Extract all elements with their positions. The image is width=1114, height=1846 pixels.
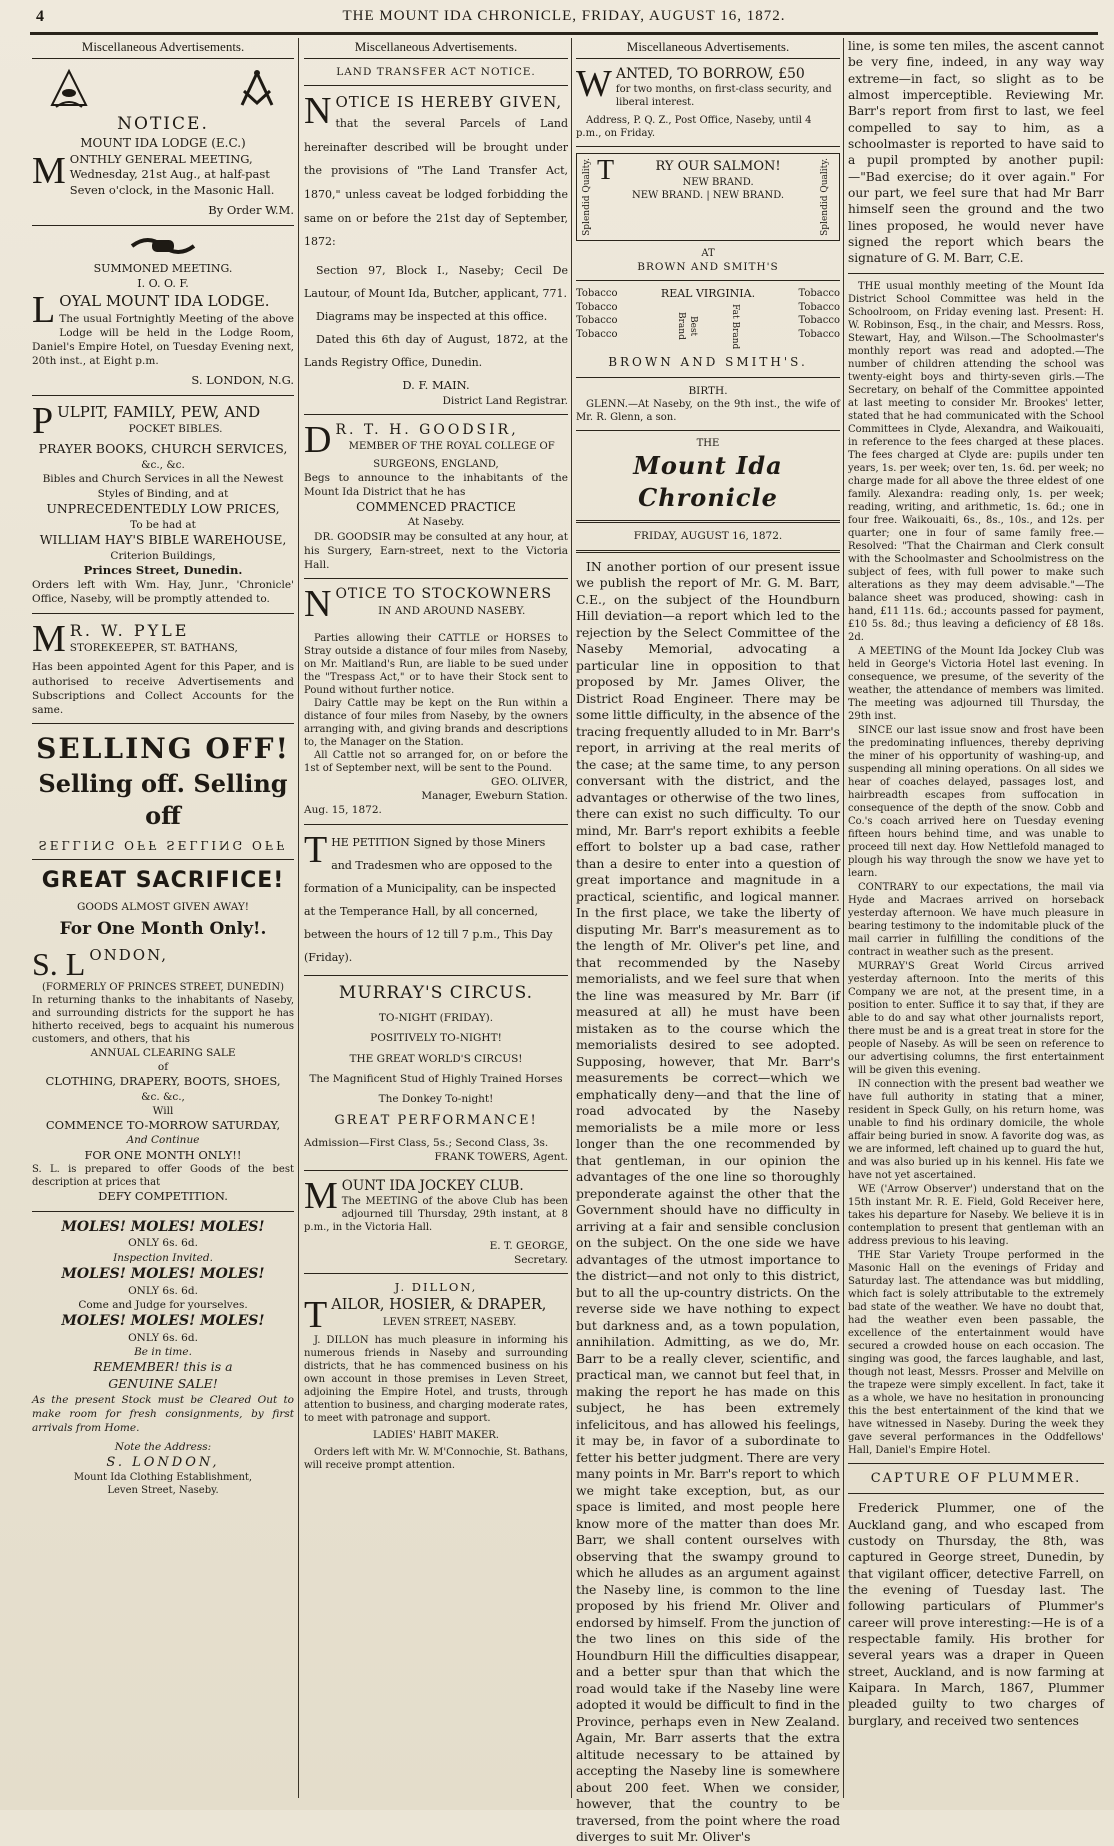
one-month-only: For One Month Only!. [59,918,267,939]
goodsir-consult: DR. GOODSIR may be consulted at any hour, at his Surgery, Earn-street, next to the Victoria Hall. [304,530,568,571]
tobacco-word: Tobacco [576,315,618,327]
london-body: In returning thanks to the inhabitants of Naseby, and surrounding districts for the support he has hitherto received, begs to acquaint his numerous customers, and others, that his [32,994,294,1045]
oddfellows-title: OYAL MOUNT IDA LODGE. [59,292,270,311]
pulpit-line: &c., &c. [141,459,185,472]
circus-positively: POSITIVELY TO-NIGHT! [370,1032,502,1045]
masthead-the: THE [696,437,720,449]
month-line: FOR ONE MONTH ONLY!! [84,1147,242,1162]
news-para: SINCE our last issue snow and frost have been the predominating influences, thereby depriving the miner of his opportunity of washing-up, and suspending all mining operations. On all sides we hear of coaches delayed, passages lost, and hairbreadth escapes from suffocation in consequence of the depth of the snow. Cobb and Co.'s coach arrived here on Tuesday evening fifteen hours behind time, and was unable to proceed till next day. How Nettlefold managed to plough his way through the snow we have yet to learn. [848,724,1104,879]
news-para: THE Star Variety Troupe performed in the Masonic Hall on the evenings of Friday and Saturday last. The attendance was but middling, which fact is solely attributable to the extremely bad state of the weather. We have no doubt that, had the weather even been passable, the excellence of the entertainment would have secured a crowded house on each occasion. The singing was good, the farces laughable, and last, though not least, Messrs. Prosser and Melville on the trapeze were simply excellent. In fact, take it as a whole, we have no hesitation in pronouncing this the best entertainment of the kind that we have witnessed in Naseby. During the week they gave several performances in the Oddfellows' Hall, Daniel's Empire Hotel. [848,1249,1104,1456]
only-line: ONLY 6s. 6d. [128,1331,198,1344]
drop-cap: S. L [32,945,86,982]
oddfellows-sign: S. LONDON, N.G. [191,373,294,388]
only-line: ONLY 6s. 6d. [128,1237,198,1250]
dillon-habit: LADIES' HABIT MAKER. [373,1429,499,1441]
moles-line: MOLES! MOLES! MOLES! [61,1265,265,1282]
local-news [848,280,1104,1457]
capture-body: Frederick Plummer, one of the Auckland gang, and who escaped from custody on Thursday, the 8th, was captured in George street, Dunedin, by that vigilant officer, detective Farrell, on the evening of Tuesday last. The following particulars of Plummer's career will prove interesting:—He is of a respectable family. His brother for several years was a draper in Queen street, Auckland, and is now farming at Kaipara. In March, 1867, Plummer pleaded guilty to two charges of burglary, and received two sentences [848,1501,1104,1728]
land-body: that the several Parcels of Land hereinafter described will be brought under the provisions of "The Land Transfer Act, 1870," unless caveat be lodged forbidding the same on or before the 21st day of September, 1872: [304,116,568,249]
tobacco-vert: Best Brand [675,312,699,341]
column-rule [298,38,299,1798]
lodge-name: MOUNT IDA LODGE (E.C.) [80,136,246,151]
tobacco-footer: BROWN AND SMITH'S. [608,355,808,370]
pulpit-line: Princes Street, Dunedin. [83,562,243,577]
circus-title: MURRAY'S CIRCUS. [338,983,534,1004]
pulpit-line: PRAYER BOOKS, CHURCH SERVICES, [38,441,288,457]
tobacco-word: Tobacco [576,288,618,300]
drop-cap: T [304,1293,328,1336]
drop-cap: D [304,418,332,461]
goodsir-sub: MEMBER OF THE ROYAL COLLEGE OF [348,440,555,452]
tobacco-word: Tobacco [798,301,840,313]
running-title: THE MOUNT IDA CHRONICLE, FRIDAY, AUGUST 16, 1872. [342,8,786,24]
column-rule [843,38,844,1798]
drop-cap: N [304,583,332,626]
drop-cap: N [304,89,332,132]
remember-line: REMEMBER! this is a [93,1359,233,1375]
order-name: I. O. O. F. [137,276,189,290]
tobacco-vert: Fat Brand [730,303,741,349]
stock-sub: IN AND AROUND NASEBY. [378,604,526,617]
column-4 [848,38,1104,1798]
running-head [30,8,1098,30]
dillon-orders: Orders left with Mr. W. M'Connochie, St. Bathans, will receive prompt attention. [304,1446,568,1471]
will-line: Will [152,1104,174,1117]
all-seeing-eye-icon [46,67,92,111]
tobacco-word: Tobacco [576,328,618,340]
masthead-title: Mount Ida Chronicle [633,450,783,513]
pulpit-sub: POCKET BIBLES. [128,423,223,436]
circus-agent: FRANK TOWERS, Agent. [434,1150,568,1163]
stock-sign: GEO. OLIVER, [491,776,568,789]
moles-line: MOLES! MOLES! MOLES! [61,1313,265,1330]
masthead-date: FRIDAY, AUGUST 16, 1872. [633,530,783,543]
pulpit-line: Bibles and Church Services in all the Newest Styles of Binding, and at [42,473,284,500]
drop-cap: P [32,399,54,442]
land-diagrams: Diagrams may be inspected at this office. [316,310,548,323]
goodsir-body: Begs to announce to the inhabitants of the Mount Ida District that he has [304,471,568,499]
news-para: IN connection with the present bad weather we have full authority in stating that a miner, resident in Speck Gully, on his return home, was unable to find his ordinary domicile, the whole affair being buried in snow. A favorite dog was, as we are informed, left chained up to guard the hut, and was also buried up in his kennel. His fate we have not yet ascertained. [848,1078,1104,1181]
stock-title: OTICE TO STOCKOWNERS [335,586,553,603]
news-para: CONTRARY to our expectations, the mail via Hyde and Macraes arrived on horseback yesterday afternoon. We have much pleasure in bearing testimony to the indomitable pluck of the mail carrier in fulfilling the conditions of the contract in weather such as the present. [848,881,1104,958]
salmon-shop: BROWN AND SMITH'S [637,261,779,274]
summoned-meeting: SUMMONED MEETING. [93,261,233,275]
drop-cap: T [597,155,615,187]
circus-tonight: TO-NIGHT (FRIDAY). [378,1012,494,1025]
goodsir-sub: SURGEONS, ENGLAND, [373,458,499,470]
square-compass-icon [234,69,280,109]
salmon-brand2: NEW BRAND. | NEW BRAND. [631,189,785,201]
news-para: THE usual monthly meeting of the Mount Ida District School Committee was held in the Schoolroom, on Friday evening last. Present: H. W. Robinson, Esq., in the chair, and Messrs. Ross, Stewart, Hay, and Wilson.—The Schoolmaster's monthly report was read and adopted.—The number of children attending the school was twenty-eight boys and thirty-seven girls.—The Secretary, on behalf of the Committee appointed at last meeting to consider Mr. Brookes' letter, stated that he had communicated with the School Committees in Clyde, Alexandra, and Waikouaiti, in reference to the fees charged at these places. The fees charged at Clyde are: pupils under ten years, 1s. per week; over ten, 1s. 6d. per week; no charge made for all above the three eldest of one family. Alexandra: reading only, 1s. per week; reading, writing, and arithmetic, 1s. 6d.; one in four free. Waikouaiti, 6s., 8s., 10s., and 12s. per quarter; one in four of same family free.—Resolved: "That the Chairman and Clerk consult with the Schoolmaster and Schoolmistress on the subject of fees, with full power to make such alterations as they may deem advisable."—The balance sheet was produced, showing: cash in hand, £11 11s. 6d.; accounts passed for payment, £10 5s. 8d.; thus leaving a deficiency of £8 18s. 2d. [848,280,1104,643]
land-sign: D. F. MAIN. [402,378,470,393]
land-title: LAND TRANSFER ACT NOTICE. [336,65,536,78]
selling-off-inverted: SELLING OFF SELLING OFF [38,837,288,852]
london-name: ONDON, [89,945,169,964]
goodsir-title: R. T. H. GOODSIR, [335,421,519,438]
selling-off-heading: SELLING OFF! [36,732,290,766]
editorial-para: IN another portion of our present issue we publish the report of Mr. G. M. Barr, C.E., on the subject of the Houndburn Hill deviation—a report which led to the rejection by the Select Committee of the Naseby Memorial, advocating a particular line in opposition to that proposed by Mr. James Oliver, the District Road Engineer. There may be some little difficulty, in the absence of the tracing frequently alluded to in Mr. Barr's report, in arriving at the real merits of the case; at the same time, to any person conversant with the district, and the advantages or otherwise of the two lines, there can exist no such difficulty. To our mind, Mr. Barr's report exhibits a feeble effort to bolster up a bad case, rather than a desire to enter into a question of great importance and magnitude in a practical, scientific, and logical manner. In the first place, we take the liberty of disputing Mr. Barr's measurement as to the length of Mr. Oliver's pet line, and that recommended by the Naseby memorialists, and we feel sure that when the line was measured by Mr. Barr (if measured at all) he must have been mistaken as to the course which the memorialists desired to see adopted. Supposing, however, that Mr. Barr's measurements be correct—which we emphatically deny—and that the line of road advocated by the Naseby memorialists be a mile more or less longer than the one recommended by that gentleman, in our opinion the advantages of the one line so thoroughly preponderate against the other that the Government should have no difficulty in arriving at a fair and sensible conclusion on the subject. On the one side we have advantages of the utmost importance to the district—and not only to this district, but to all the up-country districts. On the reverse side we have nothing to expect but darkness and, as a town population, annihilation. Admitting, as we do, Mr. Barr to be a really clever, scientific, and practical man, we cannot but feel that, in making the report he has made on this subject, he has been extremely infelicitous, and has allowed his feelings, it may be, in favor of a subordinate to fetter his better judgment. There are very many points in Mr. Barr's report to which we might take exception, but, as our space is limited, and most people here know more of the matter than does Mr. Barr, we shall content ourselves with observing that the swampy ground to which he alludes as an argument against the Naseby line, is common to the line proposed by his friend Mr. Oliver and endorsed by himself. From the junction of the two lines on this side of the Houndburn Hill the difficulties disappear, and a better spur than that which the road would take if the Naseby line were adopted it would be difficult to find in the Province, perhaps even in New Zealand. Again, Mr. Barr asserts that the extra altitude necessary to be attained by accepting the Naseby line is somewhere about 200 feet. When we consider, however, that the country to be traversed, from the point where the road diverges to suit Mr. Oliver's [576,558,840,1845]
goodsir-commenced: COMMENCED PRACTICE [356,500,516,515]
pulpit-line: Criterion Buildings, [110,549,216,562]
jockey-role: Secretary. [514,1254,568,1267]
wanted-title: ANTED, TO BORROW, £50 [615,65,805,82]
column-header: Miscellaneous Advertisements. [32,38,294,59]
stock-role: Manager, Eweburn Station. [421,790,568,803]
stock-para: All Cattle not so arranged for, on or before the 1st of September next, will be sent to the Pound. [304,750,568,775]
tobacco-center: REAL VIRGINIA. [660,287,756,301]
come-line: Come and Judge for yourselves. [78,1298,248,1311]
circus-performance: GREAT PERFORMANCE! [334,1113,538,1129]
handshake-emblem [32,232,294,262]
great-sacrifice: GREAT SACRIFICE! [41,867,285,893]
london-former: (FORMERLY OF PRINCES STREET, DUNEDIN) [42,981,284,993]
lodge-body: ONTHLY GENERAL MEETING, Wednesday, 21st Aug., at half-past Seven o'clock, in the Masonic Hall. [69,151,275,197]
pulpit-line: WILLIAM HAY'S BIBLE WAREHOUSE, [39,531,287,547]
lodge-notice-heading: NOTICE. [117,113,209,134]
lodge-sign: By Order W.M. [208,203,294,218]
note-line: Note the Address: [114,1440,212,1453]
pulpit-line: Orders left with Wm. Hay, Junr., 'Chronicle' Office, Naseby, will be promptly attended to. [32,579,294,606]
jockey-title: OUNT IDA JOCKEY CLUB. [341,1177,524,1194]
pulpit-title: ULPIT, FAMILY, PEW, AND [57,402,261,421]
etc-line: &c. &c., [141,1090,185,1103]
cleared-line: As the present Stock must be Cleared Out to make room for fresh consignments, by first arrivals from Home. [32,1394,294,1435]
column-header: Miscellaneous Advertisements. [576,38,840,59]
salmon-title: RY OUR SALMON! [655,159,781,175]
commence-line: COMMENCE TO-MORROW SATURDAY, [45,1117,281,1132]
circus-great: THE GREAT WORLD'S CIRCUS! [349,1052,523,1065]
time-line: Be in time. [134,1346,192,1359]
stock-para: Dairy Cattle may be kept on the Run within a distance of four miles from Naseby, by the owners arranging with, and giving brands and descriptions to, the Manager on the Station. [304,698,568,749]
of-label: of [157,1060,169,1073]
wanted-addr: Address, P. Q. Z., Post Office, Naseby, until 4 p.m., on Friday. [576,115,812,140]
goodsir-at: At Naseby. [407,516,465,529]
salmon-at: AT [701,248,715,260]
drop-cap: M [32,617,66,660]
column-header: Miscellaneous Advertisements. [304,38,568,59]
circus-stud: The Magnificent Stud of Highly Trained Horses [309,1072,563,1085]
birth-title: BIRTH. [688,384,728,397]
land-section: Section 97, Block I., Naseby; Cecil De Lautour, of Mount Ida, Butcher, applicant, 771. [304,263,568,300]
clothing-line: CLOTHING, DRAPERY, BOOTS, SHOES, [45,1074,281,1088]
oddfellows-body: The usual Fortnightly Meeting of the above Lodge will be held in the Lodge Room, Daniel's Empire Hotel, on Tuesday Evening next, 20th inst., at Eight p.m. [32,312,294,368]
editorial [576,559,840,1846]
tobacco-word: Tobacco [798,328,840,340]
column-rule [571,38,572,1798]
drop-cap: W [576,62,612,105]
land-lead: OTICE IS HEREBY GIVEN, [335,92,563,111]
dillon-addr: LEVEN STREET, NASEBY. [382,1316,517,1328]
tobacco-advert [576,287,840,350]
circus-donkey: The Donkey To-night! [378,1092,494,1105]
dillon-body: J. DILLON has much pleasure in informing his numerous friends in Naseby and surrounding districts, that he has commenced business on his own account in those premises in Leven Street, adjoining the Empire Hotel, and trusts, through attention to business, and charging moderate rates, to meet with patronage and support. [304,1334,568,1424]
address-name: S. LONDON, [106,1454,220,1470]
capture-title: CAPTURE OF PLUMMER. [870,1470,1082,1486]
pyle-title: R. W. PYLE [69,620,190,640]
pulpit-line: To be had at [130,518,196,531]
inspection-line: Inspection Invited. [113,1251,213,1264]
establishment-line: Mount Ida Clothing Establishment, [73,1472,253,1484]
stock-date: Aug. 15, 1872. [304,804,382,817]
pyle-body: Has been appointed Agent for this Paper, and is authorised to receive Advertisements and Subscriptions and Collect Accounts for the same. [32,661,294,716]
birth-body: GLENN.—At Naseby, on the 9th inst., the wife of Mr. R. Glenn, a son. [576,398,840,423]
circus-admission: Admission—First Class, 5s.; Second Class, 3s. [304,1136,549,1149]
defy-line: DEFY COMPETITION. [98,1189,228,1204]
tobacco-word: Tobacco [798,288,840,300]
moles-line: MOLES! MOLES! MOLES! [61,1218,265,1235]
news-para: A MEETING of the Mount Ida Jockey Club was held in George's Victoria Hotel last evening. In consequence, we presume, of the severity of the weather, the attendance of members was limited. The meeting was adjourned till Thursday, the 29th inst. [848,645,1104,722]
news-para: WE ('Arrow Observer') understand that on the 15th instant Mr. R. E. Field, Gold Receiver here, takes his departure for Naseby. We believe it is in contemplation to present that gentleman with an address previous to his leaving. [848,1183,1104,1247]
drop-cap: M [304,1174,338,1217]
column-2 [304,38,568,1798]
wanted-body: for two months, on first-class security, and liberal interest. [615,84,832,109]
street-line: Leven Street, Naseby. [107,1485,219,1497]
salmon-advert [576,153,840,241]
column-1 [32,38,294,1798]
jockey-sign: E. T. GEORGE, [489,1240,568,1253]
page-number: 4 [36,8,45,25]
goods-given-away: GOODS ALMOST GIVEN AWAY! [76,900,250,913]
salmon-brand: NEW BRAND. [682,176,754,188]
genuine-line: GENUINE SALE! [108,1376,218,1392]
land-role: District Land Registrar. [442,394,568,407]
handshake-icon [128,232,198,260]
prepared-line: S. L. is prepared to offer Goods of the best description at prices that [32,1164,294,1189]
column-3 [576,38,840,1845]
pulpit-line: UNPRECEDENTEDLY LOW PRICES, [46,500,280,516]
top-rule [30,32,1098,35]
news-para: MURRAY'S Great World Circus arrived yesterday afternoon. Into the merits of this Company we are not, at the present time, in a position to enter. Suffice it to say that, if they are able to do and say what other journalists report, there must be and is a great treat in store for the people of Naseby. As will be seen on reference to our advertising columns, the first entertainment will be given this evening. [848,960,1104,1076]
annual-sale: ANNUAL CLEARING SALE [90,1046,236,1059]
stock-para: Parties allowing their CATTLE or HORSES to Stray outside a distance of four miles from Naseby, on Mr. Maitland's Run, are liable to be sued under the "Trespass Act," or to have their Stock sent to Pound without further notice. [304,633,568,697]
drop-cap: L [32,289,56,332]
continue-line: And Continue [126,1134,200,1147]
drop-cap: M [32,149,66,192]
only-line: ONLY 6s. 6d. [128,1284,198,1297]
dillon-title: AILOR, HOSIER, & DRAPER, [331,1296,547,1313]
masonic-emblems [32,65,294,113]
salmon-side: Splendid Quality. [582,158,592,237]
land-dated: Dated this 6th day of August, 1872, at the Lands Registry Office, Dunedin. [304,333,568,370]
editorial-continued: line, is some ten miles, the ascent cannot be very fine, indeed, in any way way extreme—in fact, so slight as to be almost imperceptible. Reviewing Mr. Barr's report from first to last, we feel compelled to say to him, as a schoolmaster is reported to have said to a pupil prompted by another pupil:—"Bad exercise; do it over again." For our part, we feel sure that had Mr Barr himself seen the ground and the two lines proposed, he would never have signed the report which bears the signature of G. M. Barr, C.E. [848,39,1104,266]
jockey-body: The MEETING of the above Club has been adjourned till Thursday, 29th instant, at 8 p.m., in the Victoria Hall. [304,1196,568,1234]
drop-cap: T [304,828,328,871]
tobacco-word: Tobacco [576,301,618,313]
petition-body: HE PETITION Signed by those Miners and Tradesmen who are opposed to the formation of a Municipality, can be inspected at the Temperance Hall, by all concerned, between the hours of 12 till 7 p.m., This Day (Friday). [304,835,557,965]
pyle-sub: STOREKEEPER, ST. BATHANS, [69,642,238,655]
salmon-side: Splendid Quality. [820,158,830,237]
tobacco-word: Tobacco [798,315,840,327]
dillon-name: J. DILLON, [394,1280,478,1295]
selling-off-script: Selling off. Selling off [38,768,288,831]
